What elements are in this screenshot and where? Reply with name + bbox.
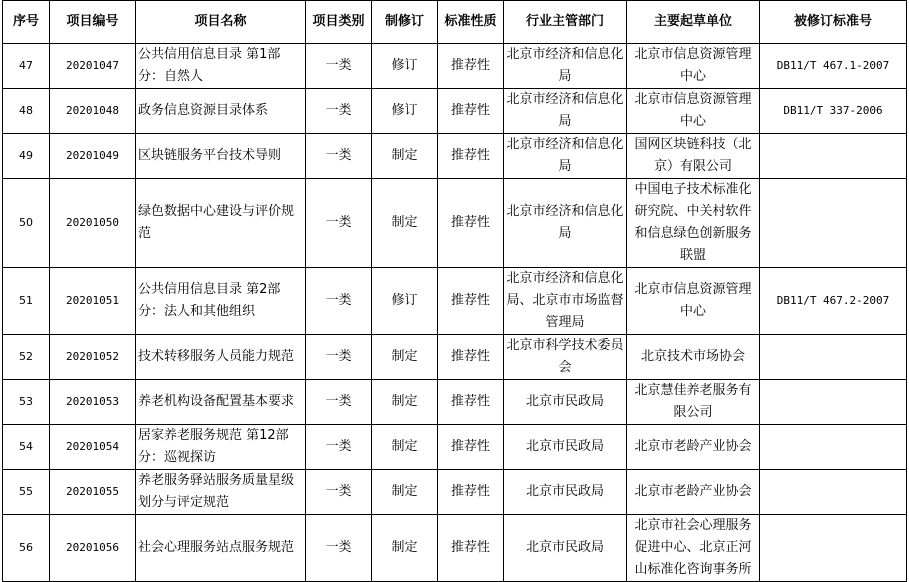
cell-drafter: 北京市社会心理服务促进中心、北京正河山标准化咨询事务所 [627,515,760,582]
cell-code: 20201049 [50,134,136,179]
table-row [3,134,907,179]
table-row [3,380,907,425]
cell-category: 一类 [306,380,372,425]
cell-nature: 推荐性 [438,268,504,335]
cell-drafter: 北京技术市场协会 [627,335,760,380]
cell-dept: 北京市经济和信息化局 [504,44,627,89]
header-revision: 制修订 [372,1,438,44]
cell-revision: 制定 [372,515,438,582]
cell-category: 一类 [306,134,372,179]
cell-old-std [760,380,907,425]
table-row [3,44,907,89]
cell-category: 一类 [306,425,372,470]
cell-name: 绿色数据中心建设与评价规范 [136,179,306,268]
header-name: 项目名称 [136,1,306,44]
header-dept: 行业主管部门 [504,1,627,44]
cell-revision: 修订 [372,44,438,89]
cell-drafter: 中国电子技术标准化研究院、中关村软件和信息绿色创新服务联盟 [627,179,760,268]
cell-category: 一类 [306,268,372,335]
header-seq: 序号 [3,1,50,44]
cell-code: 20201056 [50,515,136,582]
header-drafter: 主要起草单位 [627,1,760,44]
cell-dept: 北京市经济和信息化局 [504,89,627,134]
cell-old-std: DB11/T 467.2-2007 [760,268,907,335]
cell-revision: 修订 [372,268,438,335]
cell-category: 一类 [306,89,372,134]
cell-dept: 北京市民政局 [504,515,627,582]
cell-nature: 推荐性 [438,89,504,134]
cell-drafter: 北京市信息资源管理中心 [627,44,760,89]
cell-drafter: 北京市信息资源管理中心 [627,268,760,335]
cell-name: 社会心理服务站点服务规范 [136,515,306,582]
cell-category: 一类 [306,179,372,268]
cell-revision: 制定 [372,335,438,380]
cell-old-std [760,134,907,179]
cell-nature: 推荐性 [438,134,504,179]
cell-dept: 北京市经济和信息化局 [504,134,627,179]
cell-revision: 制定 [372,134,438,179]
cell-old-std [760,470,907,515]
cell-name: 技术转移服务人员能力规范 [136,335,306,380]
cell-nature: 推荐性 [438,515,504,582]
cell-drafter: 北京市信息资源管理中心 [627,89,760,134]
cell-code: 20201054 [50,425,136,470]
cell-code: 20201051 [50,268,136,335]
cell-code: 20201048 [50,89,136,134]
cell-name: 养老机构设备配置基本要求 [136,380,306,425]
cell-name: 养老服务驿站服务质量星级划分与评定规范 [136,470,306,515]
cell-seq: 49 [3,134,50,179]
cell-seq: 52 [3,335,50,380]
cell-nature: 推荐性 [438,380,504,425]
cell-name: 政务信息资源目录体系 [136,89,306,134]
cell-drafter: 北京市老龄产业协会 [627,470,760,515]
table-row [3,335,907,380]
cell-seq: 50 [3,179,50,268]
cell-dept: 北京市民政局 [504,425,627,470]
cell-nature: 推荐性 [438,179,504,268]
table-row [3,179,907,268]
cell-revision: 制定 [372,425,438,470]
header-old-std: 被修订标准号 [760,1,907,44]
cell-revision: 制定 [372,179,438,268]
table-row [3,268,907,335]
cell-code: 20201052 [50,335,136,380]
cell-code: 20201050 [50,179,136,268]
cell-old-std [760,515,907,582]
header-nature: 标准性质 [438,1,504,44]
cell-dept: 北京市民政局 [504,470,627,515]
cell-seq: 53 [3,380,50,425]
cell-category: 一类 [306,44,372,89]
cell-drafter: 北京慧佳养老服务有限公司 [627,380,760,425]
cell-drafter: 北京市老龄产业协会 [627,425,760,470]
cell-old-std: DB11/T 467.1-2007 [760,44,907,89]
cell-code: 20201047 [50,44,136,89]
table-row [3,89,907,134]
header-row [3,1,907,44]
cell-dept: 北京市科学技术委员会 [504,335,627,380]
standards-table [2,0,907,582]
cell-category: 一类 [306,515,372,582]
cell-name: 公共信用信息目录 第1部分：自然人 [136,44,306,89]
cell-seq: 56 [3,515,50,582]
cell-name: 公共信用信息目录 第2部分：法人和其他组织 [136,268,306,335]
cell-category: 一类 [306,335,372,380]
cell-code: 20201055 [50,470,136,515]
header-category: 项目类别 [306,1,372,44]
cell-revision: 制定 [372,380,438,425]
cell-seq: 48 [3,89,50,134]
cell-revision: 修订 [372,89,438,134]
cell-nature: 推荐性 [438,425,504,470]
cell-code: 20201053 [50,380,136,425]
table-row [3,425,907,470]
cell-old-std [760,335,907,380]
table-row [3,470,907,515]
cell-revision: 制定 [372,470,438,515]
cell-old-std: DB11/T 337-2006 [760,89,907,134]
cell-dept: 北京市民政局 [504,380,627,425]
cell-old-std [760,425,907,470]
cell-seq: 54 [3,425,50,470]
cell-seq: 47 [3,44,50,89]
cell-old-std [760,179,907,268]
cell-drafter: 国网区块链科技（北京）有限公司 [627,134,760,179]
cell-dept: 北京市经济和信息化局 [504,179,627,268]
cell-seq: 51 [3,268,50,335]
cell-dept: 北京市经济和信息化局、北京市市场监督管理局 [504,268,627,335]
cell-category: 一类 [306,470,372,515]
cell-name: 居家养老服务规范 第12部分：巡视探访 [136,425,306,470]
cell-nature: 推荐性 [438,335,504,380]
cell-name: 区块链服务平台技术导则 [136,134,306,179]
cell-nature: 推荐性 [438,44,504,89]
header-code: 项目编号 [50,1,136,44]
cell-seq: 55 [3,470,50,515]
table-row [3,515,907,582]
cell-nature: 推荐性 [438,470,504,515]
